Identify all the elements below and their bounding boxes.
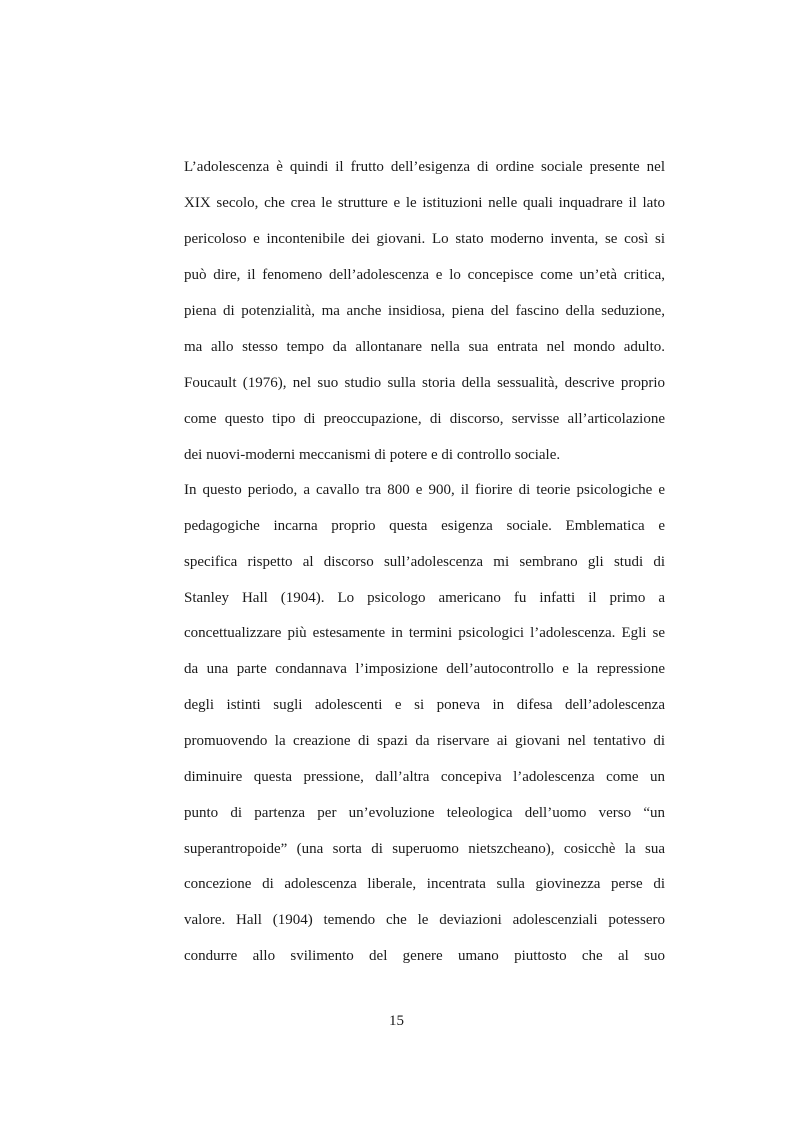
text-line: può dire, il fenomeno dell’adolescenza e lo concepisce come un’età critica, — [184, 267, 665, 283]
text-line: concezione di adolescenza liberale, incentrata sulla giovinezza perse di — [184, 876, 665, 892]
text-line: punto di partenza per un’evoluzione teleologica dell’uomo verso “un — [184, 805, 665, 821]
text-line: come questo tipo di preoccupazione, di discorso, servisse all’articolazione — [184, 411, 665, 427]
text-line: piena di potenzialità, ma anche insidiosa, piena del fascino della seduzione, — [184, 303, 665, 319]
text-line: concettualizzare più estesamente in termini psicologici l’adolescenza. Egli se — [184, 625, 665, 641]
text-line: ma allo stesso tempo da allontanare nella sua entrata nel mondo adulto. — [184, 339, 665, 355]
text-line: diminuire questa pressione, dall’altra concepiva l’adolescenza come un — [184, 769, 665, 785]
page-number: 15 — [389, 1013, 404, 1029]
text-line: Stanley Hall (1904). Lo psicologo americano fu infatti il primo a — [184, 590, 665, 606]
text-line: XIX secolo, che crea le strutture e le istituzioni nelle quali inquadrare il lato — [184, 195, 665, 211]
text-line: dei nuovi-moderni meccanismi di potere e di controllo sociale. — [184, 447, 561, 463]
text-line: valore. Hall (1904) temendo che le deviazioni adolescenziali potessero — [184, 912, 665, 928]
text-line: specifica rispetto al discorso sull’adolescenza mi sembrano gli studi di — [184, 554, 665, 570]
text-line: Foucault (1976), nel suo studio sulla storia della sessualità, descrive proprio — [184, 375, 665, 391]
text-line: degli istinti sugli adolescenti e si poneva in difesa dell’adolescenza — [184, 697, 665, 713]
text-line: superantropoide” (una sorta di superuomo nietszcheano), cosicchè la sua — [184, 841, 665, 857]
text-line: pericoloso e incontenibile dei giovani. Lo stato moderno inventa, se così si — [184, 231, 665, 247]
text-line: In questo periodo, a cavallo tra 800 e 900, il fiorire di teorie psicologiche e — [184, 482, 665, 498]
text-line: pedagogiche incarna proprio questa esigenza sociale. Emblematica e — [184, 518, 665, 534]
text-line: condurre allo svilimento del genere umano piuttosto che al suo — [184, 948, 665, 964]
text-line: promuovendo la creazione di spazi da riservare ai giovani nel tentativo di — [184, 733, 665, 749]
text-line: da una parte condannava l’imposizione dell’autocontrollo e la repressione — [184, 661, 665, 677]
text-line: L’adolescenza è quindi il frutto dell’esigenza di ordine sociale presente nel — [184, 159, 665, 175]
